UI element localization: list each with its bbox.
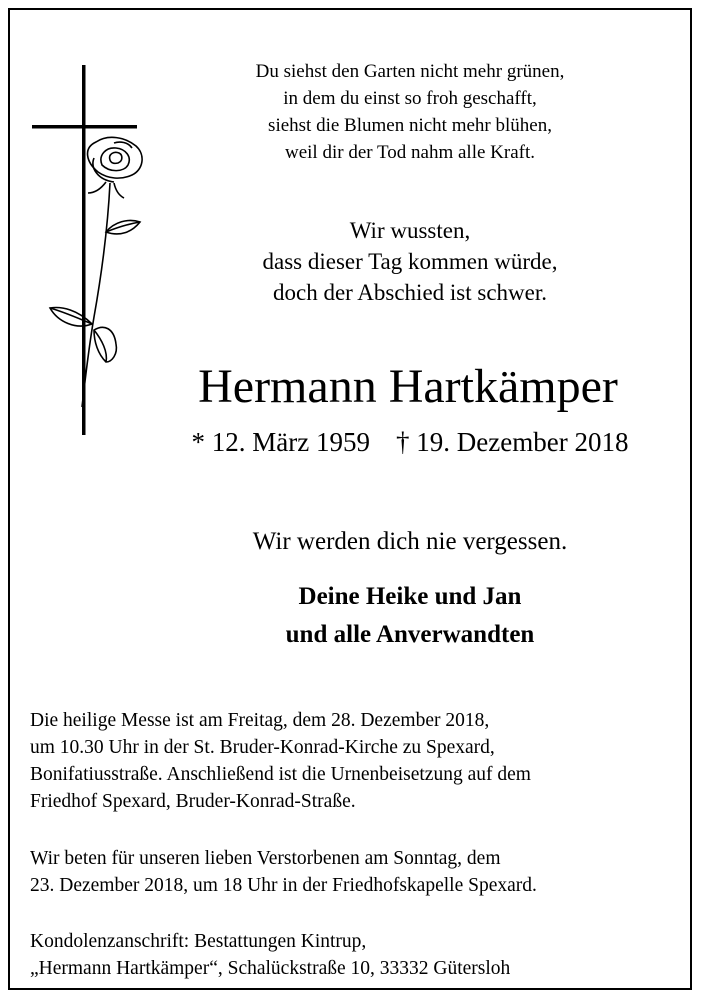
quote-line: doch der Abschied ist schwer. <box>272 280 548 305</box>
prayer-line: Wir beten für unseren lieben Verstorbenen am Sonntag, dem <box>30 848 501 869</box>
death-date: † 19. Dezember 2018 <box>396 427 629 457</box>
prayer-line: 23. Dezember 2018, um 18 Uhr in der Friedhofskapelle Spexard. <box>30 875 537 896</box>
family-line: und alle Anverwandten <box>285 621 535 648</box>
deceased-name: Hermann Hartkämper <box>198 360 618 413</box>
poem-line: siehst die Blumen nicht mehr blühen, <box>268 115 552 136</box>
mass-line: Bonifatiusstraße. Anschließend ist die Urnenbeisetzung auf dem <box>30 764 531 785</box>
mass-line: um 10.30 Uhr in der St. Bruder-Konrad-Kirche zu Spexard, <box>30 737 495 758</box>
quote <box>185 215 635 308</box>
condolence-line: Kondolenzanschrift: Bestattungen Kintrup, <box>30 931 367 952</box>
poem-line: Du siehst den Garten nicht mehr grünen, <box>255 61 565 82</box>
mass-info <box>30 707 690 815</box>
mass-line: Friedhof Spexard, Bruder-Konrad-Straße. <box>30 791 356 812</box>
family-line: Deine Heike und Jan <box>298 583 522 610</box>
condolence-line: „Hermann Hartkämper“, Schalückstraße 10, 33332 Gütersloh <box>30 958 511 979</box>
life-dates <box>140 424 680 460</box>
poem-line: in dem du einst so froh geschafft, <box>283 88 537 109</box>
birth-date: * 12. März 1959 <box>191 427 371 457</box>
mass-line: Die heilige Messe ist am Freitag, dem 28. Dezember 2018, <box>30 710 490 731</box>
quote-line: Wir wussten, <box>349 218 471 243</box>
family-signature <box>140 578 680 654</box>
prayer-info <box>30 845 690 899</box>
quote-line: dass dieser Tag kommen würde, <box>262 249 558 274</box>
farewell-line: Wir werden dich nie vergessen. <box>252 528 568 555</box>
poem-line: weil dir der Tod nahm alle Kraft. <box>285 142 535 163</box>
poem <box>195 58 625 166</box>
condolence-address <box>30 928 690 982</box>
